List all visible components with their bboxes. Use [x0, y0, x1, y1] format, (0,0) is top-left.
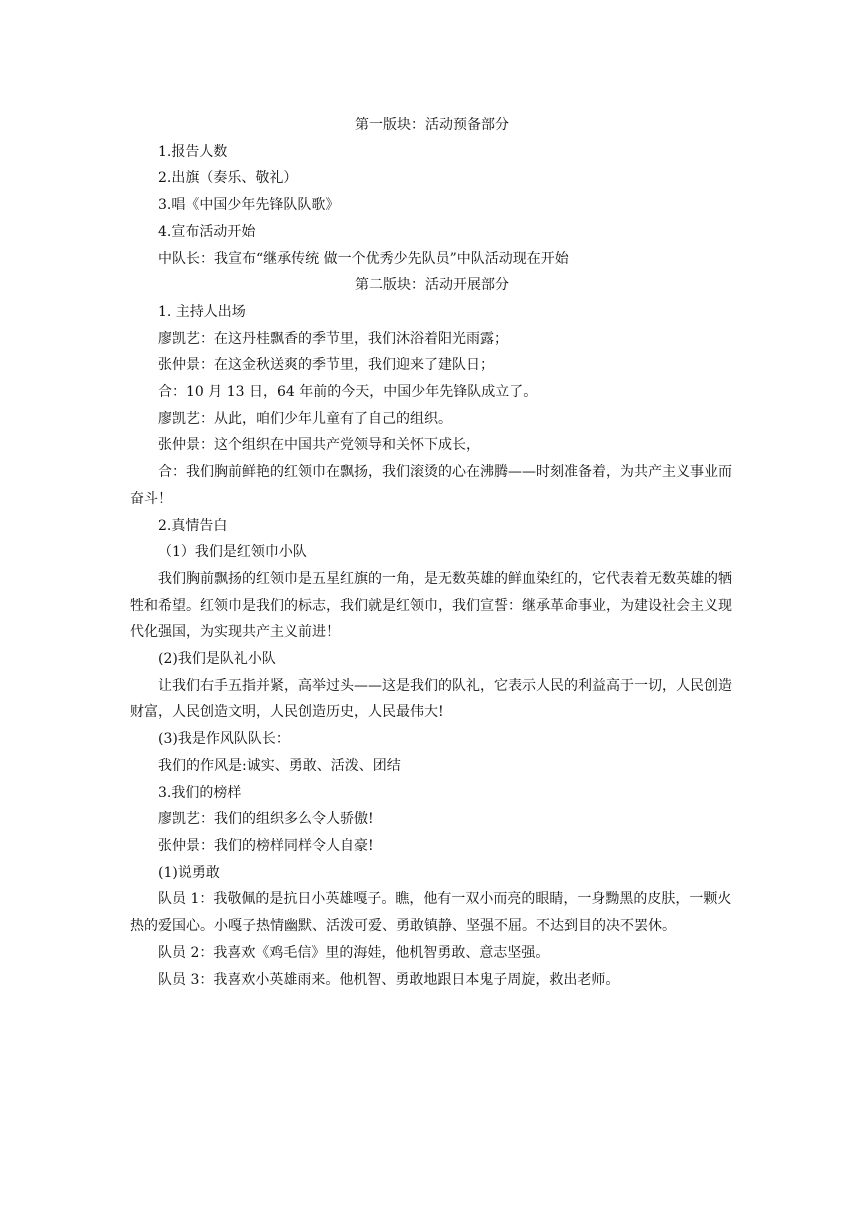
paragraph: 队员 3：我喜欢小英雄雨来。他机智、勇敢地跟日本鬼子周旋，救出老师。 — [158, 971, 620, 988]
paragraph: 中队长：我宣布“继承传统 做一个优秀少先队员”中队活动现在开始 — [158, 250, 569, 267]
paragraph: 2.出旗（奏乐、敬礼） — [158, 170, 298, 187]
section-heading-2: 第二版块：活动开展部分 — [355, 277, 509, 294]
paragraph: 廖凯艺：从此，咱们少年儿童有了自己的组织。 — [158, 410, 452, 427]
paragraph: (1)说勇敢 — [158, 864, 220, 881]
paragraph: 让我们右手五指并紧，高举过头——这是我们的队礼，它表示人民的利益高于一切，人民创造财富，人民创造文明，人民创造历史，人民最伟大! — [130, 677, 732, 721]
paragraph: 2.真情告白 — [158, 517, 228, 534]
paragraph: 我们的作风是:诚实、勇敢、活泼、团结 — [158, 757, 401, 774]
paragraph: (2)我们是队礼小队 — [158, 651, 276, 668]
paragraph: 1. 主持人出场 — [158, 303, 246, 320]
paragraph: 张仲景：我们的榜样同样令人自豪! — [158, 837, 374, 854]
paragraph: （1）我们是红领巾小队 — [158, 544, 307, 561]
paragraph: 合：我们胸前鲜艳的红领巾在飘扬，我们滚烫的心在沸腾——时刻准备着，为共产主义事业而奋斗！ — [130, 464, 732, 507]
paragraph: (3)我是作风队队长： — [158, 731, 290, 748]
paragraph: 我们胸前飘扬的红领巾是五星红旗的一角，是无数英雄的鲜血染红的，它代表着无数英雄的牺牲和希望。红领巾是我们的标志，我们就是红领巾，我们宣誓：继承革命事业，为建设社会主义现代化强国，为实现共产主义前进！ — [130, 570, 732, 641]
paragraph: 4.宣布活动开始 — [158, 223, 256, 240]
paragraph: 3.我们的榜样 — [158, 784, 242, 801]
paragraph: 合：10 月 13 日，64 年前的今天，中国少年先锋队成立了。 — [158, 384, 538, 401]
paragraph: 队员 2：我喜欢《鸡毛信》里的海娃，他机智勇敢、意志坚强。 — [158, 944, 550, 961]
document-page — [130, 112, 734, 993]
paragraph: 1.报告人数 — [158, 143, 228, 160]
paragraph: 张仲景：在这金秋送爽的季节里，我们迎来了建队日； — [158, 357, 494, 374]
paragraph: 廖凯艺：在这丹桂飘香的季节里，我们沐浴着阳光雨露； — [158, 330, 508, 347]
paragraph: 廖凯艺：我们的组织多么令人骄傲! — [158, 811, 374, 828]
section-heading-1: 第一版块：活动预备部分 — [355, 117, 509, 133]
paragraph: 3.唱《中国少年先锋队队歌》 — [158, 197, 340, 214]
paragraph: 队员 1：我敬佩的是抗日小英雄嘎子。瞧，他有一双小而亮的眼睛，一身黝黑的皮肤，一颗火热的爱国心。小嘎子热情幽默、活泼可爱、勇敢镇静、坚强不屈。不达到目的决不罢休。 — [130, 891, 732, 935]
paragraph: 张仲景：这个组织在中国共产党领导和关怀下成长， — [158, 437, 480, 454]
